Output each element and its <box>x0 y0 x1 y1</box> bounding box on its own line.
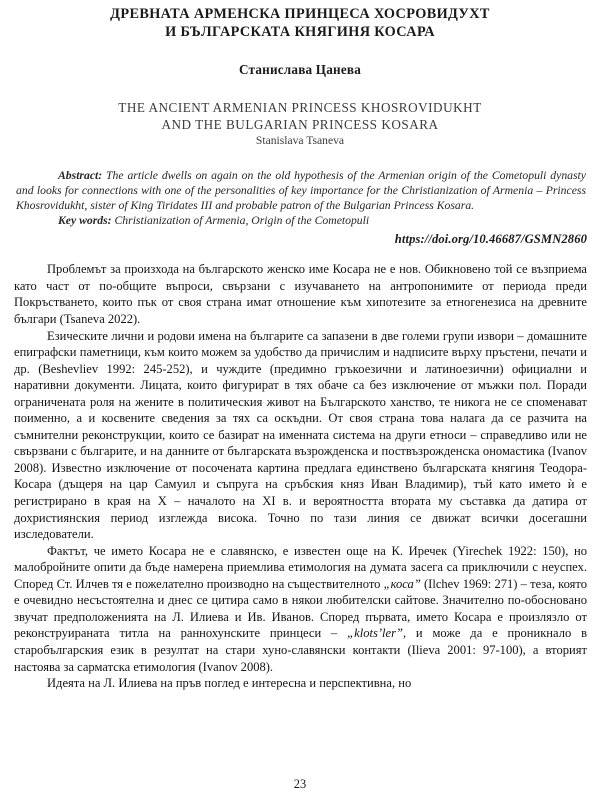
title-cyrillic-line-1: ДРЕВНАТА АРМЕНСКА ПРИНЦЕСА ХОСРОВИДУХТ <box>110 6 490 22</box>
body-paragraph-3-part-3: , и може да е проникнало в старобългарския език в резултат на стари хуно-славянски контакти (Ilieva 2001: 97-100), а вторият настоява за сарматска етимология (Ivanov 2008). <box>14 626 588 674</box>
abstract-text: The article dwells on again on the old hypothesis of the Armenian origin of the Cometopuli dynasty and looks for connections with one of the personalities of key importance for the Christianization of Armenia – Princess Khosrovidukht, sister of King Tiridates III and probable patron of the Bulgarian Princess Kosara. <box>16 169 586 213</box>
keywords-text: Christianization of Armenia, Origin of the Cometopuli <box>111 214 370 228</box>
title-english-line-2: AND THE BULGARIAN PRINCESS KOSARA <box>161 116 439 132</box>
keywords-label: Key words: <box>58 214 112 228</box>
body-paragraph-3-part-1: Фактът, че името Косара не е славянско, е известен още на К. Иречек (Yirechek 1922: 150), но малобройните опити да бъде намерена приемлива етимология на думата засега са приключили с неуспех. Според Ст. Илчев тя е пожелателно производно на съществителното <box>14 543 587 591</box>
body-paragraph-3 <box>14 543 587 675</box>
title-cyrillic-line-2: И БЪЛГАРСКАТА КНЯГИНЯ КОСАРА <box>165 23 435 40</box>
body-text <box>12 261 588 691</box>
doi-link[interactable]: https://doi.org/10.46687/GSMN2860 <box>394 232 587 247</box>
author-name-cyrillic: Станислава Цанева <box>238 62 362 77</box>
body-paragraph-3-quoted-term-2: „klots’ler” <box>347 626 403 641</box>
body-paragraph-2: Езическите лични и родови имена на българите са запазени в две големи групи извори – домашните епиграфски паметници, към които можем за удобство да причислим и надписите върху пръстени, печати и др. (Beshevliev 1992: 245-252), и чуждите (предимно гръкоезични и латиноезични) официални и наративни документи. Лицата, които фигурират в тях обаче са без изключение от мъжки пол. Поради ограничената роля на жените в политическия живот на Българското ханство, те никога не се споменават поименно, а и косвените сведения за тях са оскъдни. От своя страна това налага да се разчита на съмнителни реконструкции, които се базират на именната система на други етноси – справедливо или не свързвани с българите, и на данните от българската възрожденска и поствъзрожденска ономастика (Ivanov 2008). Известно изключение от посочената картина предлага единствено българската княгиня Теодора-Косара (дъщеря на цар Самуил и съпруга на сръбския княз Иван Владимир), тъй като името ѝ е регистрирано в края на X – началото на XI в. и вероятността втората му съставка да датира от дохристиянския период изглежда висока. Точно по тази линия се движат всички досегашни изследователи. <box>14 328 587 542</box>
body-paragraph-3-quoted-term-1: „коса” <box>383 576 421 591</box>
abstract-section <box>12 168 588 228</box>
keywords-paragraph <box>16 213 586 228</box>
author-name-english: Stanislava Tsaneva <box>255 134 345 147</box>
page-title <box>12 6 588 41</box>
page-number: 23 <box>293 777 307 791</box>
body-paragraph-4: Идеята на Л. Илиева на пръв поглед е интересна и перспективна, но <box>47 676 412 691</box>
abstract-label: Abstract: <box>58 169 103 182</box>
abstract-paragraph <box>16 168 586 213</box>
body-paragraph-1: Проблемът за произхода на българското женско име Косара не е нов. Обикновено той се възприема като част от по-общите въпроси, свързани с изучаването на антропонимите от периода преди Покръстването, които пък от своя страна имат отношение към хипотезите за етногенезиса на древните българи (Tsaneva 2022). <box>14 262 587 327</box>
body-paragraph-3-part-2: (Ilchev 1969: 271) – теза, която е очевидно несъстоятелна и днес се цитира само в някои любителски сайтове. Значително по-обосновано звучат предположенията на Л. Илиева и Ив. Иванов. Според първата, името Косара е произлязло от реконструираната титла на раннохунските принцеси – <box>14 576 587 641</box>
title-english-line-1: THE ANCIENT ARMENIAN PRINCESS KHOSROVIDUKHT <box>118 100 482 115</box>
title-english <box>12 100 588 133</box>
